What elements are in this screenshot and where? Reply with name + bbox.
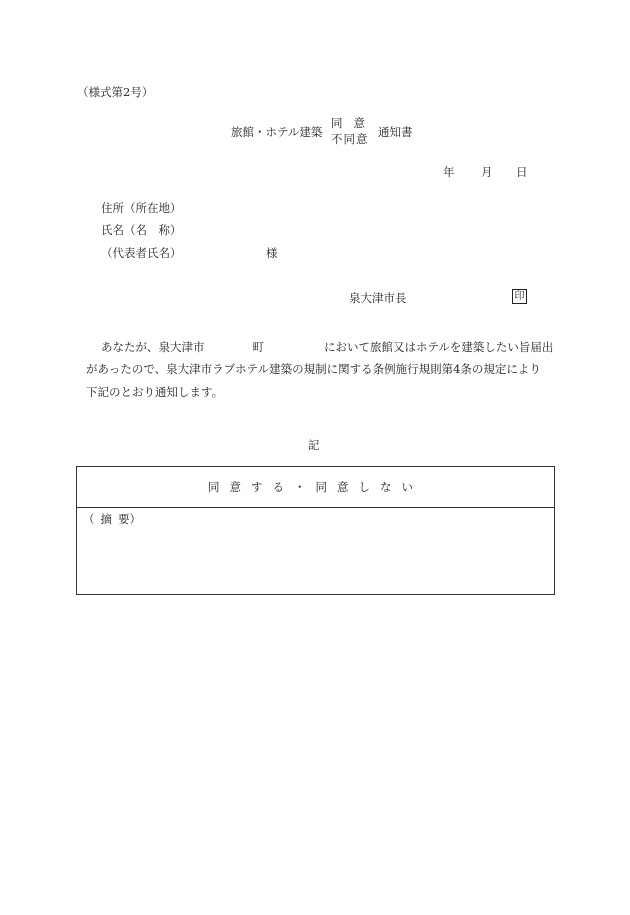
title-prefix: 旅館・ホテル建築 <box>231 125 323 139</box>
address-label: 住所（所在地） <box>101 201 182 215</box>
date-day-label: 日 <box>516 165 528 179</box>
honorific-sama: 様 <box>266 246 278 260</box>
representative-label: （代表者氏名） <box>101 246 182 260</box>
record-table <box>76 466 555 595</box>
body-line-1 <box>101 339 553 355</box>
consent-choice-header: 同意する・同意しない <box>77 467 554 508</box>
body-line-1-part-a: あなたが、泉大津市 <box>101 340 205 354</box>
name-label: 氏名（名 称） <box>101 223 182 237</box>
summary-label <box>83 511 141 527</box>
issuer-title: 泉大津市長 <box>349 291 407 305</box>
seal-stamp-box: 印 <box>512 289 527 304</box>
summary-label-close: 要） <box>118 512 141 526</box>
record-heading: 記 <box>308 438 320 452</box>
body-line-1-part-c: において旅館又はホテルを建築したい旨届出 <box>324 340 554 354</box>
title-option-agree: 同意 <box>331 116 376 130</box>
body-line-3: 下記のとおり通知します。 <box>86 385 224 399</box>
form-number: （様式第2号） <box>77 85 154 99</box>
date-month-label: 月 <box>481 165 493 179</box>
summary-label-open: （摘 <box>83 512 118 526</box>
body-line-2: があったので、泉大津市ラブホテル建築の規制に関する条例施行規則第4条の規定により <box>86 362 541 376</box>
date-year-label: 年 <box>443 165 455 179</box>
title-option-disagree: 不同意 <box>331 132 369 146</box>
title-consent-options <box>331 115 376 147</box>
body-line-1-part-b: 町 <box>252 340 264 354</box>
title-suffix: 通知書 <box>378 125 413 139</box>
